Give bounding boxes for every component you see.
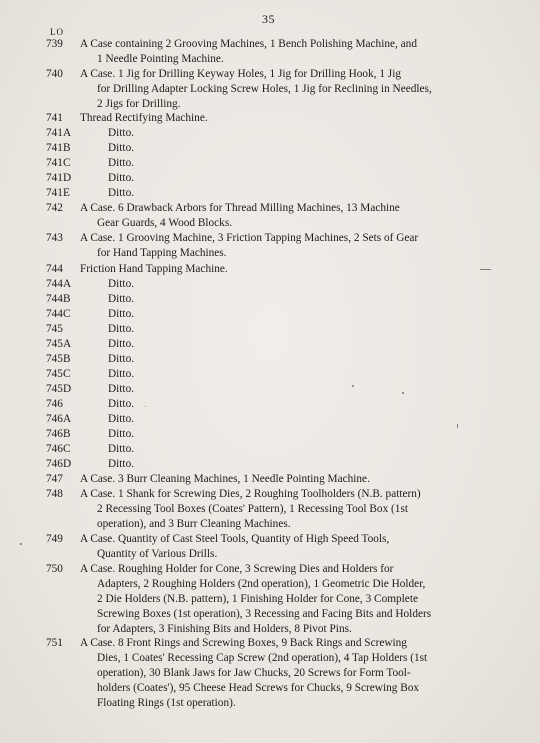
lot-number: 741E (46, 187, 70, 199)
description-line: 2 Jigs for Drilling. (97, 97, 181, 110)
description-line: Ditto. (108, 142, 135, 154)
description-line: Adapters, 2 Roughing Holders (2nd operation), 1 Geometric Die Holder, (97, 577, 426, 590)
description-line: A Case. 3 Burr Cleaning Machines, 1 Needle Pointing Machine. (80, 473, 370, 485)
description-line: A Case. 8 Front Rings and Screwing Boxes, 9 Back Rings and Screwing (80, 637, 407, 649)
ditto-text (108, 352, 134, 367)
description-line: A Case. 6 Drawback Arbors for Thread Milling Machines, 13 Machine (80, 202, 400, 214)
lot-number: 745A (46, 338, 72, 350)
paper-speck (145, 406, 146, 407)
lot-number: 747 (46, 473, 63, 485)
lot-number: 739 (46, 38, 63, 50)
ditto-text (108, 307, 134, 322)
lot-number: 745D (46, 383, 72, 395)
description-line: Ditto. (108, 428, 135, 440)
entry-description (80, 487, 505, 532)
lot-number: 741D (46, 172, 72, 184)
description-line: Screwing Boxes (1st operation), 3 Recessing and Facing Bits and Holders (97, 607, 432, 620)
description-line: Ditto. (108, 127, 135, 139)
lot-number: 746A (46, 413, 72, 425)
paper-speck (402, 392, 404, 394)
ditto-text (108, 186, 134, 201)
ditto-text (108, 322, 134, 337)
lot-number: 746C (46, 443, 71, 455)
description-line: for Hand Tapping Machines. (97, 246, 227, 259)
paper-speck (20, 543, 22, 545)
description-line: Ditto. (108, 383, 135, 395)
ditto-text (108, 367, 134, 382)
description-line: A Case containing 2 Grooving Machines, 1 Bench Polishing Machine, and (80, 38, 417, 50)
ditto-text (108, 171, 134, 186)
paper-speck (352, 385, 354, 387)
ditto-text (108, 141, 134, 156)
description-line: Ditto. (108, 172, 135, 184)
description-line: Ditto. (108, 157, 135, 169)
description-line: Ditto. (108, 353, 135, 365)
lot-number: 749 (46, 533, 63, 545)
description-line: Ditto. (108, 368, 135, 380)
ditto-text (108, 277, 134, 292)
ditto-text (108, 126, 134, 141)
description-line: A Case. Roughing Holder for Cone, 3 Screwing Dies and Holders for (80, 563, 394, 575)
lot-number: 746D (46, 458, 72, 470)
entry-description (80, 262, 505, 277)
description-line: Gear Guards, 4 Wood Blocks. (97, 216, 233, 229)
description-line: Floating Rings (1st operation). (97, 696, 236, 709)
lot-number: 745B (46, 353, 71, 365)
description-line: Ditto. (108, 458, 135, 470)
entry-description (80, 562, 505, 637)
entry-description (80, 67, 505, 112)
lot-number: 743 (46, 232, 63, 244)
ditto-text (108, 382, 134, 397)
description-line: Ditto. (108, 413, 135, 425)
description-line: Ditto. (108, 338, 135, 350)
lot-number: 741 (46, 112, 63, 124)
description-line: Thread Rectifying Machine. (80, 112, 208, 124)
lot-number: 746B (46, 428, 71, 440)
description-line: Ditto. (108, 293, 135, 305)
description-line: Ditto. (108, 278, 135, 290)
entry-description (80, 472, 505, 487)
ditto-text (108, 337, 134, 352)
ditto-text (108, 397, 134, 412)
description-line: 2 Die Holders (N.B. pattern), 1 Finishing Holder for Cone, 3 Complete (97, 592, 418, 605)
ditto-text (108, 442, 134, 457)
entry-description (80, 201, 505, 231)
ditto-text (108, 412, 134, 427)
entry-description (80, 231, 505, 261)
description-line: Quantity of Various Drills. (97, 547, 218, 560)
lot-number: 744A (46, 278, 72, 290)
lot-number: 751 (46, 637, 63, 649)
description-line: 2 Recessing Tool Boxes (Coates' Pattern), 1 Recessing Tool Box (1st (97, 502, 408, 515)
lot-number: 746 (46, 398, 63, 410)
description-line: Ditto. (108, 323, 135, 335)
corner-mark: LO (50, 27, 64, 37)
ditto-text (108, 292, 134, 307)
paper-speck (457, 424, 458, 428)
description-line: operation), and 3 Burr Cleaning Machines. (97, 517, 291, 530)
description-line: operation), 30 Blank Jaws for Jaw Chucks, 20 Screws for Form Tool- (97, 666, 411, 679)
description-line: for Drilling Adapter Locking Screw Holes, 1 Jig for Reclining in Needles, (97, 82, 432, 95)
page-number: 35 (262, 12, 275, 26)
description-line: for Adapters, 3 Finishing Bits and Holders, 8 Pivot Pins. (97, 622, 352, 635)
lot-number: 750 (46, 563, 63, 575)
lot-number: 744C (46, 308, 71, 320)
ditto-text (108, 457, 134, 472)
description-line: Ditto. (108, 443, 135, 455)
lot-number: 744B (46, 293, 71, 305)
lot-number: 748 (46, 488, 63, 500)
description-line: Dies, 1 Coates' Recessing Cap Screw (2nd operation), 4 Tap Holders (1st (97, 651, 428, 664)
lot-number: 742 (46, 202, 63, 214)
description-line: Ditto. (108, 187, 135, 199)
description-line: 1 Needle Pointing Machine. (97, 52, 224, 65)
lot-number: 744 (46, 263, 63, 275)
description-line: Friction Hand Tapping Machine. (80, 263, 228, 275)
lot-number: 745C (46, 368, 71, 380)
description-line: Ditto. (108, 398, 135, 410)
lot-number: 745 (46, 323, 63, 335)
entry-description (80, 532, 505, 562)
description-line: A Case. Quantity of Cast Steel Tools, Quantity of High Speed Tools, (80, 533, 390, 545)
description-line: A Case. 1 Shank for Screwing Dies, 2 Roughing Toolholders (N.B. pattern) (80, 488, 421, 500)
entry-description (80, 37, 505, 67)
description-line: A Case. 1 Jig for Drilling Keyway Holes, 1 Jig for Drilling Hook, 1 Jig (80, 68, 401, 80)
entry-description (80, 111, 505, 126)
entry-description (80, 636, 505, 711)
lot-number: 741C (46, 157, 71, 169)
lot-number: 740 (46, 68, 63, 80)
lot-number: 741B (46, 142, 71, 154)
ditto-text (108, 427, 134, 442)
ditto-text (108, 156, 134, 171)
margin-dash: — (480, 263, 491, 275)
description-line: Ditto. (108, 308, 135, 320)
lot-number: 741A (46, 127, 72, 139)
description-line: A Case. 1 Grooving Machine, 3 Friction Tapping Machines, 2 Sets of Gear (80, 232, 419, 244)
description-line: holders (Coates'), 95 Cheese Head Screws for Chucks, 9 Screwing Box (97, 681, 420, 694)
